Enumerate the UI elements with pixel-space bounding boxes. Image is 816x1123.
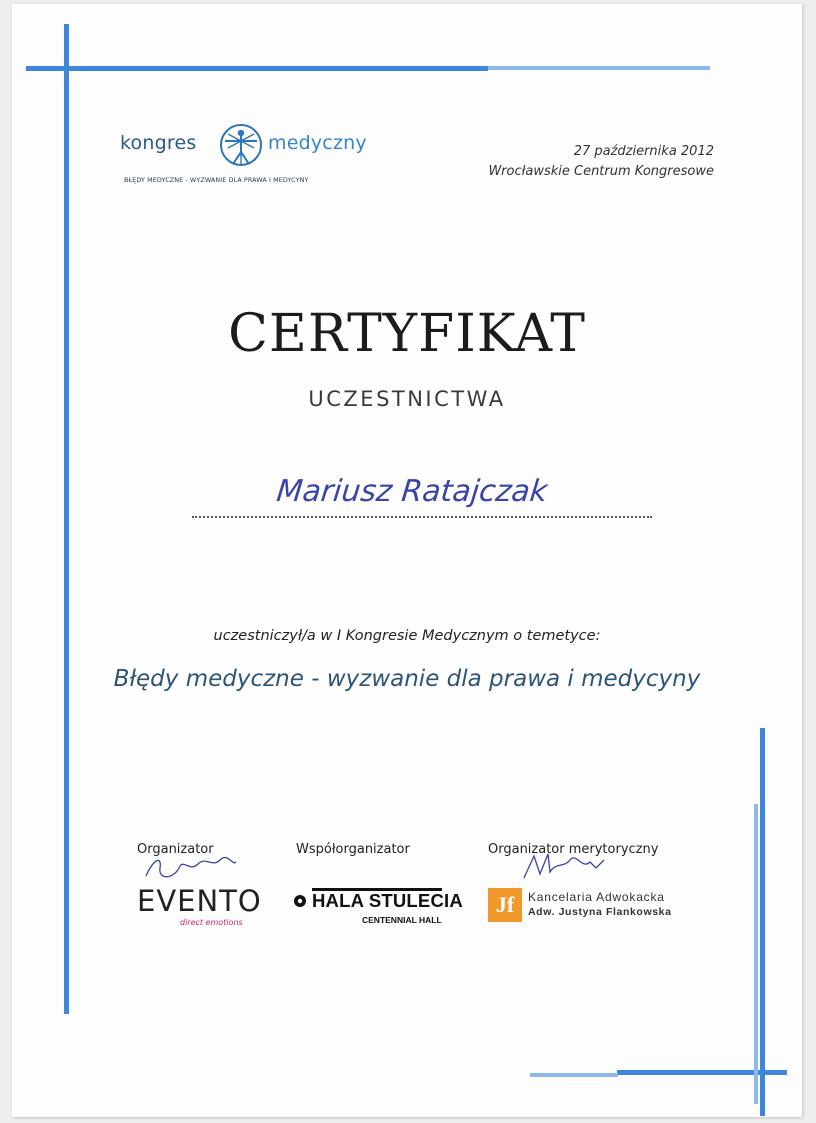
kancelaria-logo-icon: Jf: [488, 888, 522, 922]
name-dotted-line: [192, 516, 652, 518]
content-organizer-label: Organizator merytoryczny: [488, 842, 659, 857]
frame-rule-top: [26, 66, 488, 71]
organizer-label: Organizator: [137, 842, 214, 857]
coorganizer-label: Współorganizator: [296, 842, 410, 857]
congress-topic: Błędy medyczne - wyzwanie dla prawa i medycyny: [113, 666, 701, 692]
evento-tagline: direct emotions: [180, 918, 243, 927]
certificate-page: [12, 4, 802, 1117]
vitruvian-man-icon: [218, 122, 264, 168]
kancelaria-line2: Adw. Justyna Flankowska: [528, 906, 672, 918]
evento-logo: EVENTO: [137, 884, 262, 918]
organizer-signature-icon: [140, 850, 240, 884]
content-organizer-signature-icon: [520, 848, 610, 884]
frame-rule-bottom-faint: [530, 1073, 618, 1077]
coorganizer-block: [296, 842, 410, 857]
participation-text: uczestniczył/a w I Kongresie Medycznym o temetyce:: [213, 628, 601, 644]
kancelaria-line1: Kancelaria Adwokacka: [528, 890, 665, 904]
certificate-title: CERTYFIKAT: [228, 304, 586, 364]
frame-rule-left: [64, 24, 69, 1014]
participant-name: Mariusz Ratajczak: [274, 474, 550, 509]
certificate-subtitle: UCZESTNICTWA: [308, 387, 506, 411]
event-info: [489, 142, 714, 182]
hala-name: HALA STULECIA: [312, 890, 463, 911]
hala-stulecia-logo: [312, 890, 463, 912]
event-venue: Wrocławskie Centrum Kongresowe: [488, 164, 714, 179]
hala-subtitle: CENTENNIAL HALL: [362, 915, 442, 925]
congress-logo: [118, 122, 388, 192]
hala-stulecia-dome-icon: [293, 894, 307, 908]
frame-rule-right: [760, 728, 765, 1116]
frame-rule-top-faint: [488, 66, 710, 70]
frame-rule-right-faint: [754, 804, 758, 1104]
logo-word-kongres: kongres: [120, 132, 197, 154]
event-date: 27 października 2012: [573, 144, 714, 159]
logo-tagline: BŁĘDY MEDYCZNE - WYZWANIE DLA PRAWA I MEDYCYNY: [124, 176, 309, 184]
logo-word-medyczny: medyczny: [268, 132, 367, 154]
